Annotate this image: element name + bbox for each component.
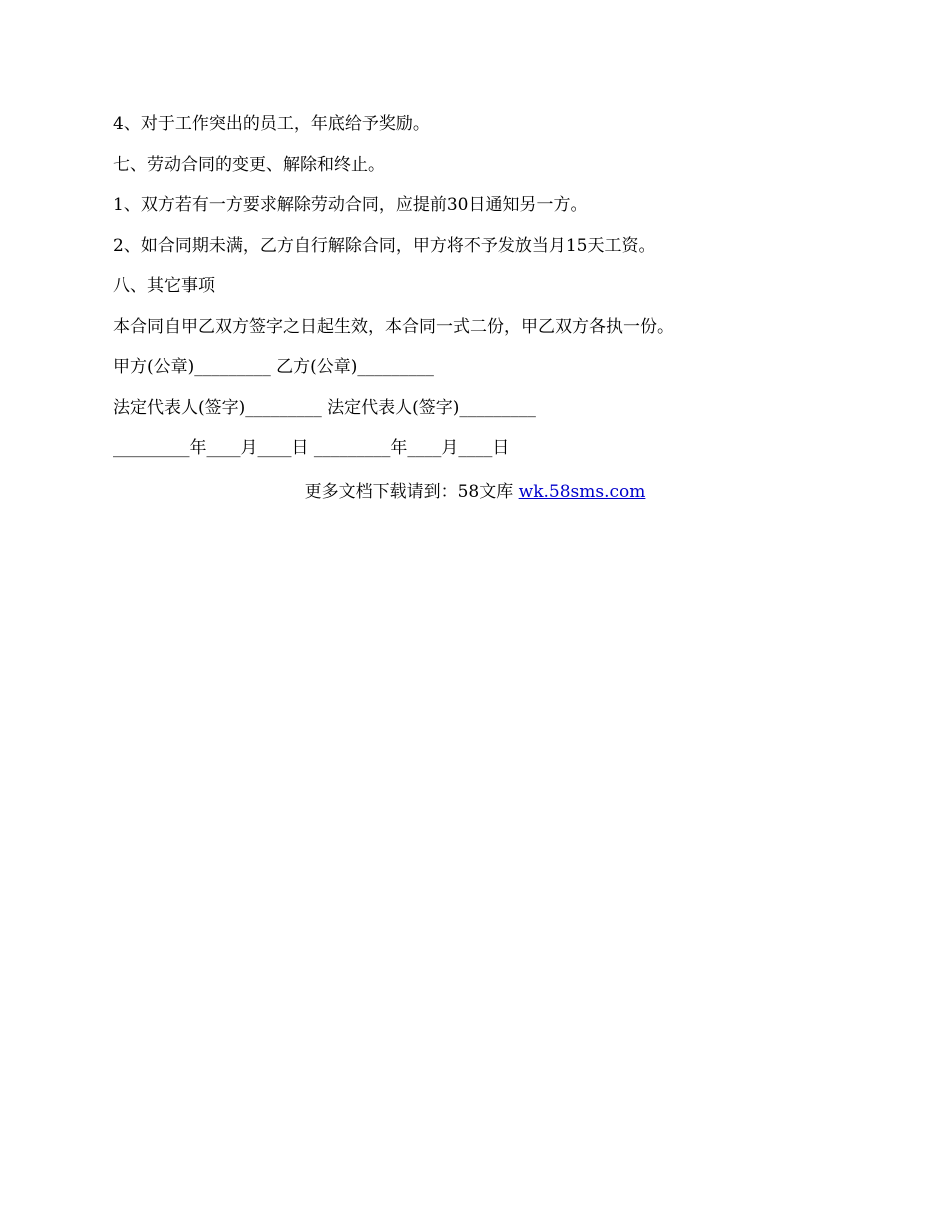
paragraph-early-termination: 2、如合同期未满，乙方自行解除合同，甲方将不予发放当月15天工资。 <box>113 235 656 256</box>
paragraph-reward: 4、对于工作突出的员工，年底给予奖励。 <box>113 114 430 134</box>
signature-line-representatives: 法定代表人(签字)_________ 法定代表人(签字)_________ <box>113 397 536 418</box>
footer-link[interactable]: wk.58sms.com <box>518 482 646 502</box>
paragraph-termination-notice: 1、双方若有一方要求解除劳动合同，应提前30日通知另一方。 <box>113 195 588 215</box>
document-body <box>113 112 853 477</box>
signature-line-seals: 甲方(公章)_________ 乙方(公章)_________ <box>113 357 434 377</box>
footer-text: 更多文档下载请到：58文库 <box>304 482 519 502</box>
signature-line-dates: _________年____月____日 _________年____月____日 <box>113 438 510 458</box>
download-footer <box>0 480 950 504</box>
section-heading-contract-changes: 七、劳动合同的变更、解除和终止。 <box>113 154 385 175</box>
paragraph-effective-clause: 本合同自甲乙双方签字之日起生效，本合同一式二份，甲乙双方各执一份。 <box>113 316 674 337</box>
section-heading-other-matters: 八、其它事项 <box>113 276 215 296</box>
